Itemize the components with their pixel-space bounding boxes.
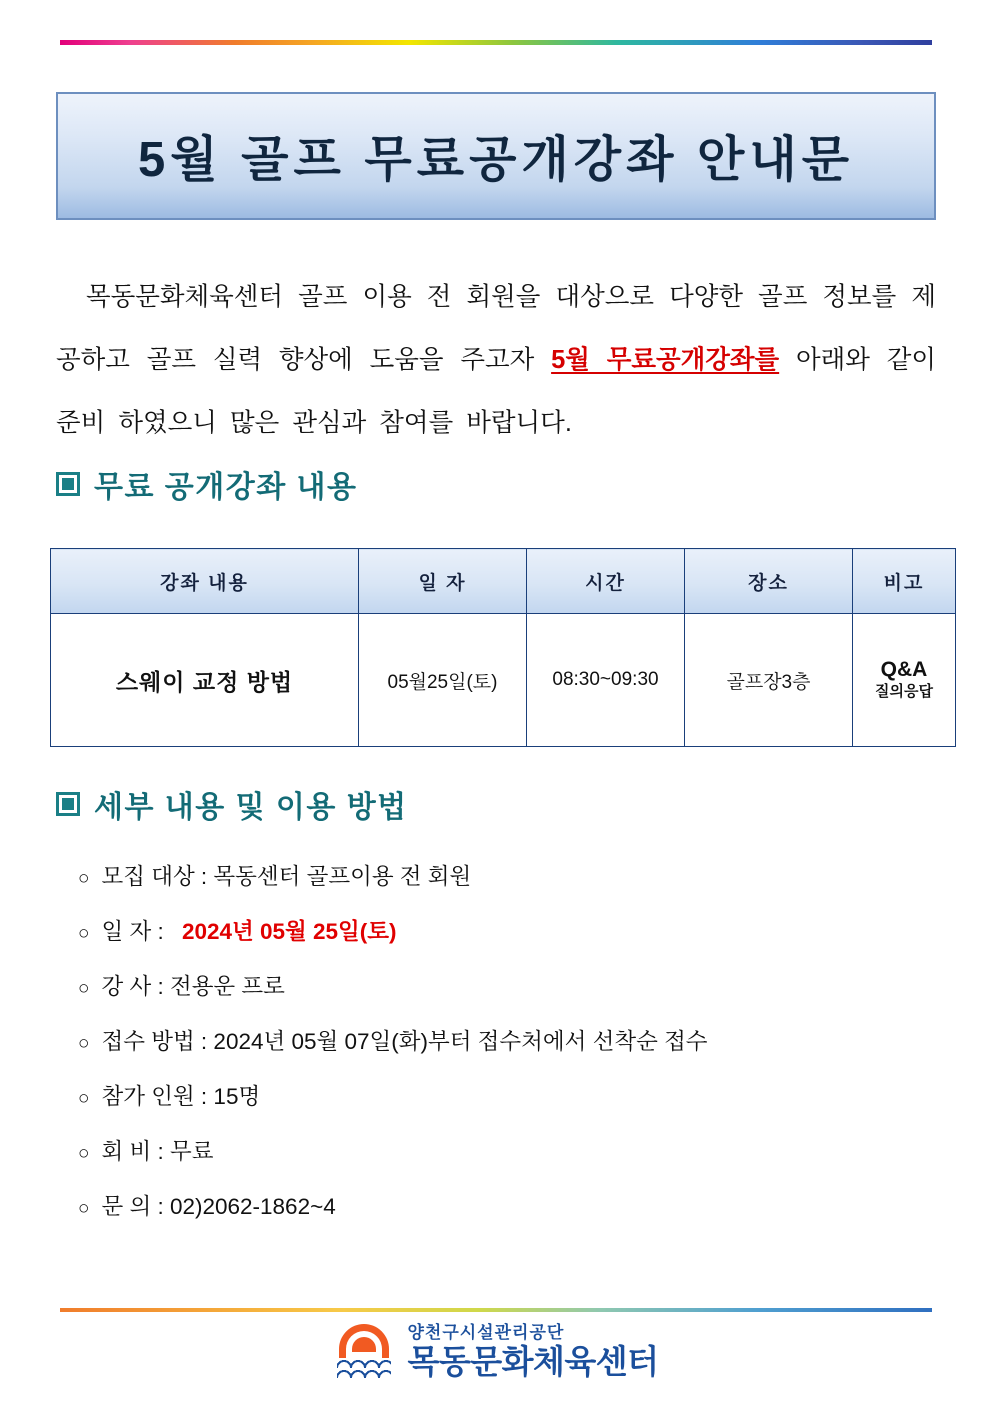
col-header-time: 시간 [527, 549, 685, 614]
list-item-text: 모집 대상 : 목동센터 골프이용 전 회원 [101, 864, 472, 889]
wave-lower-icon [337, 1370, 391, 1378]
course-table-body [51, 614, 956, 747]
org-name-bottom: 목동문화체육센터 [407, 1343, 659, 1380]
square-bullet-icon [56, 792, 80, 816]
cell-date: 05월25일(토) [359, 614, 527, 747]
course-table-head [51, 549, 956, 614]
list-item [78, 1125, 938, 1180]
circle-bullet-icon: ○ [78, 1143, 90, 1164]
square-bullet-icon [56, 472, 80, 496]
intro-paragraph [56, 266, 936, 455]
list-item [78, 1070, 938, 1125]
intro-highlight: 5월 무료공개강좌를 [551, 345, 780, 374]
cell-remark-main: Q&A [880, 658, 928, 682]
list-item-text: 문 의 : 02)2062-1862~4 [101, 1194, 336, 1219]
list-item-text: 접수 방법 : 2024년 05월 07일(화)부터 접수처에서 선착순 접수 [101, 1029, 708, 1054]
intro-text-part2: 아래와 같이 준비 하였으니 많은 관심과 참여를 바랍니다. [56, 345, 936, 437]
col-header-date: 일 자 [359, 549, 527, 614]
col-header-topic: 강좌 내용 [51, 549, 359, 614]
cell-remark [853, 614, 956, 747]
list-item [78, 1015, 938, 1070]
circle-bullet-icon: ○ [78, 868, 90, 889]
cell-place: 골프장3층 [685, 614, 853, 747]
course-table-wrap [50, 548, 940, 747]
list-item [78, 1180, 938, 1235]
list-item-text: 회 비 : 무료 [101, 1139, 214, 1164]
circle-bullet-icon: ○ [78, 1198, 90, 1219]
bottom-divider [60, 1308, 932, 1312]
footer-logo-text [407, 1324, 658, 1378]
section-heading-content-label: 무료 공개강좌 내용 [94, 471, 358, 504]
page-title: 5월 골프 무료공개강좌 안내문 [137, 133, 855, 187]
list-item [78, 905, 938, 960]
footer-logo [0, 1322, 992, 1380]
title-banner [56, 92, 936, 220]
circle-bullet-icon: ○ [78, 1033, 90, 1054]
table-row [51, 614, 956, 747]
course-table [50, 548, 956, 747]
top-rainbow-divider [60, 40, 932, 45]
table-header-row [51, 549, 956, 614]
col-header-place: 장소 [685, 549, 853, 614]
cell-topic: 스웨이 교정 방법 [51, 614, 359, 747]
col-header-remark: 비고 [853, 549, 956, 614]
section-heading-content [56, 462, 358, 506]
circle-bullet-icon: ○ [78, 923, 90, 944]
org-name-top: 양천구시설관리공단 [407, 1323, 565, 1342]
section-heading-detail-label: 세부 내용 및 이용 방법 [94, 791, 408, 824]
detail-list [78, 850, 938, 1235]
circle-bullet-icon: ○ [78, 978, 90, 999]
wave-upper-icon [337, 1360, 391, 1368]
list-item-text-highlight: 2024년 05월 25일(토) [181, 919, 397, 944]
list-item [78, 960, 938, 1015]
list-item [78, 850, 938, 905]
cell-remark-sub: 질의응답 [875, 683, 933, 701]
list-item-text: 강 사 : 전용운 프로 [101, 974, 285, 999]
intro-text-part1: 목동문화체육센터 골프 이용 전 회원을 대상으로 다양한 골프 정보를 제공하고 골프 실력 향상에 도움을 주고자 [56, 282, 936, 374]
sunrise-wave-logo-icon [333, 1322, 395, 1380]
list-item-text: 참가 인원 : 15명 [101, 1084, 261, 1109]
cell-time: 08:30~09:30 [527, 614, 685, 747]
circle-bullet-icon: ○ [78, 1088, 90, 1109]
section-heading-detail [56, 782, 408, 826]
list-item-label: 일 자 : [101, 919, 170, 944]
